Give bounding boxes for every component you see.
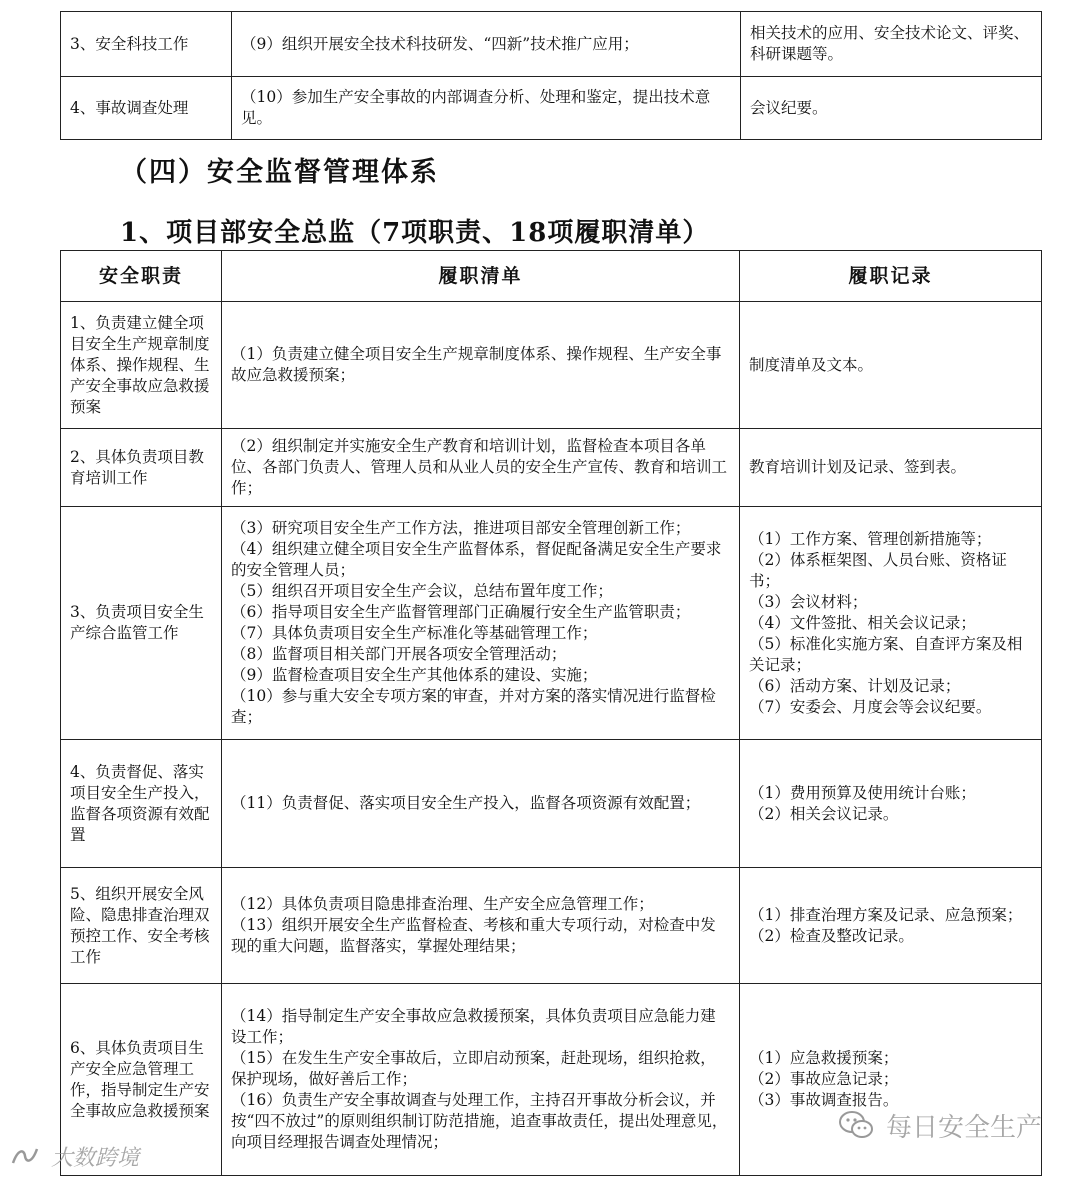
list-cell bbox=[232, 12, 741, 77]
list-cell bbox=[222, 868, 740, 984]
duty-cell: 1、负责建立健全项目安全生产规章制度体系、操作规程、生产安全事故应急救援预案 bbox=[61, 302, 222, 429]
list-item: （9）组织开展安全技术科技研发、“四新”技术推广应用； bbox=[241, 34, 639, 53]
list-item: （13）组织开展安全生产监督检查、考核和重大专项行动，对检查中发现的重大问题，监督落实，掌握处理结果； bbox=[231, 916, 716, 955]
duty-cell: 2、具体负责项目教育培训工作 bbox=[61, 429, 222, 507]
watermark-right-text: 每日安全生产 bbox=[885, 1113, 1042, 1143]
table-row bbox=[61, 507, 1042, 740]
record-cell bbox=[740, 868, 1042, 984]
duty-cell: 3、负责项目安全生产综合监管工作 bbox=[61, 507, 222, 740]
list-cell bbox=[222, 429, 740, 507]
record-item: （4）文件签批、相关会议记录； bbox=[749, 613, 976, 632]
record-item: （2）体系框架图、人员台账、资格证书； bbox=[749, 550, 1007, 590]
record-item: （3）事故调查报告。 bbox=[749, 1091, 899, 1109]
record-item: 会议纪要。 bbox=[750, 98, 828, 117]
record-item: （1）费用预算及使用统计台账； bbox=[749, 783, 976, 802]
list-item: （8）监督项目相关部门开展各项安全管理活动； bbox=[231, 645, 567, 663]
table-header-row bbox=[61, 251, 1042, 302]
record-item: （2）事故应急记录； bbox=[749, 1070, 899, 1088]
top-table bbox=[60, 11, 1042, 140]
duty-table-body bbox=[61, 302, 1042, 1176]
watermark-left-text: 大数跨境 bbox=[51, 1146, 140, 1171]
list-cell bbox=[222, 507, 740, 740]
list-item: （3）研究项目安全生产工作方法，推进项目部安全管理创新工作； bbox=[231, 519, 691, 537]
duty-cell: 4、事故调查处理 bbox=[61, 77, 232, 140]
record-cell bbox=[740, 740, 1042, 868]
header-record: 履职记录 bbox=[740, 251, 1042, 302]
record-cell bbox=[740, 302, 1042, 429]
watermark-left bbox=[10, 1141, 139, 1173]
section-title: （四）安全监督管理体系 bbox=[120, 157, 439, 188]
record-cell bbox=[740, 507, 1042, 740]
record-cell bbox=[741, 12, 1042, 77]
duty-cell: 6、具体负责项目生产安全应急管理工作，指导制定生产安全事故应急救援预案 bbox=[61, 984, 222, 1176]
record-item: （3）会议材料； bbox=[749, 592, 868, 611]
duty-cell: 5、组织开展安全风险、隐患排查治理双预控工作、安全考核工作 bbox=[61, 868, 222, 984]
duty-cell: 3、安全科技工作 bbox=[61, 12, 232, 77]
list-item: （15）在发生生产安全事故后，立即启动预案，赶赴现场，组织抢救，保护现场，做好善后工作； bbox=[231, 1049, 716, 1088]
duty-table bbox=[60, 250, 1042, 1176]
record-item: 相关技术的应用、安全技术论文、评奖、科研课题等。 bbox=[750, 24, 1030, 63]
record-item: （2）相关会议记录。 bbox=[749, 804, 899, 823]
list-item: （4）组织建立健全项目安全生产监督体系，督促配备满足安全生产要求的安全管理人员； bbox=[231, 540, 722, 579]
record-item: 制度清单及文本。 bbox=[749, 355, 874, 374]
list-item: （16）负责生产安全事故调查与处理工作，主持召开事故分析会议，并按“四不放过”的原则组织制订防范措施，追查事故责任，提出处理意见，向项目经理报告调查处理情况； bbox=[231, 1091, 728, 1151]
record-item: （1）排查治理方案及记录、应急预案； bbox=[749, 905, 1023, 924]
header-list: 履职清单 bbox=[222, 251, 740, 302]
list-item: （9）监督检查项目安全生产其他体系的建设、实施； bbox=[231, 666, 598, 684]
list-item: （2）组织制定并实施安全生产教育和培训计划，监督检查本项目各单位、各部门负责人、管理人员和从业人员的安全生产宣传、教育和培训工作； bbox=[231, 437, 728, 497]
list-item: （11）负责督促、落实项目安全生产投入，监督各项资源有效配置； bbox=[231, 794, 701, 812]
list-item: （10）参与重大安全专项方案的审查，并对方案的落实情况进行监督检查； bbox=[231, 687, 716, 726]
record-cell bbox=[741, 77, 1042, 140]
list-cell bbox=[222, 302, 740, 429]
table-row bbox=[61, 77, 1042, 140]
record-item: 教育培训计划及记录、签到表。 bbox=[749, 458, 967, 476]
list-item: （5）组织召开项目安全生产会议，总结布置年度工作； bbox=[231, 582, 613, 600]
record-item: （7）安委会、月度会等会议纪要。 bbox=[749, 697, 992, 716]
list-item: （6）指导项目安全生产监督管理部门正确履行安全生产监管职责； bbox=[231, 603, 691, 621]
brand-logo-icon bbox=[10, 1145, 40, 1173]
duty-cell: 4、负责督促、落实项目安全生产投入，监督各项资源有效配置 bbox=[61, 740, 222, 868]
list-cell bbox=[232, 77, 741, 140]
subsection-title: 1、项目部安全总监（7项职责、18项履职清单） bbox=[120, 218, 710, 248]
wechat-icon bbox=[838, 1110, 874, 1147]
record-item: （6）活动方案、计划及记录； bbox=[749, 676, 961, 695]
watermark-right bbox=[838, 1107, 1042, 1147]
record-cell bbox=[740, 429, 1042, 507]
table-row bbox=[61, 740, 1042, 868]
list-item: （7）具体负责项目安全生产标准化等基础管理工作； bbox=[231, 624, 598, 642]
table-row bbox=[61, 868, 1042, 984]
record-item: （5）标准化实施方案、自查评方案及相关记录； bbox=[749, 634, 1023, 674]
table-row bbox=[61, 12, 1042, 77]
record-item: （1）工作方案、管理创新措施等； bbox=[749, 529, 992, 548]
list-cell bbox=[222, 740, 740, 868]
record-item: （1）应急救援预案； bbox=[749, 1049, 899, 1067]
table-row bbox=[61, 302, 1042, 429]
list-item: （1）负责建立健全项目安全生产规章制度体系、操作规程、生产安全事故应急救援预案； bbox=[231, 345, 722, 384]
list-item: （14）指导制定生产安全事故应急救援预案，具体负责项目应急能力建设工作； bbox=[231, 1007, 716, 1046]
list-cell bbox=[222, 984, 740, 1176]
list-item: （10）参加生产安全事故的内部调查分析、处理和鉴定，提出技术意见。 bbox=[241, 88, 711, 127]
header-duty: 安全职责 bbox=[61, 251, 222, 302]
list-item: （12）具体负责项目隐患排查治理、生产安全应急管理工作； bbox=[231, 895, 654, 913]
table-row bbox=[61, 429, 1042, 507]
record-item: （2）检查及整改记录。 bbox=[749, 926, 914, 945]
